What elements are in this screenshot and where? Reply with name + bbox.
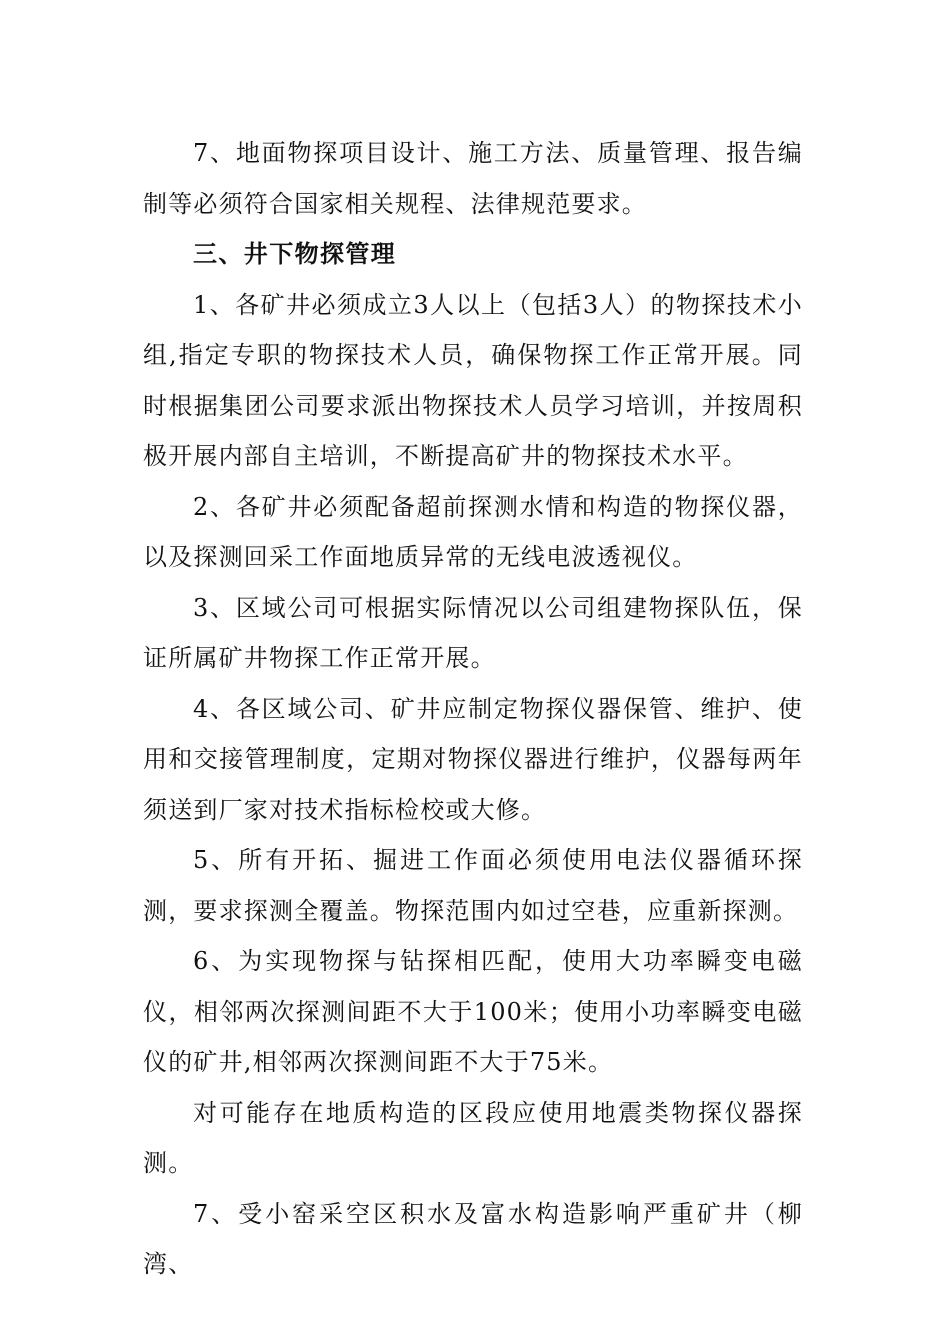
paragraph-item-1-technical-team: 1、各矿井必须成立3人以上（包括3人）的物探技术小组,指定专职的物探技术人员，确保物探工作正常开展。同时根据集团公司要求派出物探技术人员学习培训，并按周积极开展内部自主培训，不断提高矿井的物探技术水平。	[143, 290, 803, 470]
paragraph-surface-geophysics-requirements: 7、地面物探项目设计、施工方法、质量管理、报告编制等必须符合国家相关规程、法律规范要求。	[143, 139, 803, 218]
document-body	[143, 128, 803, 1290]
paragraph-item-3-regional-team: 3、区域公司可根据实际情况以公司组建物探队伍，保证所属矿井物探工作正常开展。	[143, 593, 803, 672]
paragraph-item-7-water-affected-mines: 7、受小窑采空区积水及富水构造影响严重矿井（柳湾、	[143, 1199, 803, 1278]
paragraph-seismic-detection: 对可能存在地质构造的区段应使用地震类物探仪器探测。	[143, 1098, 803, 1177]
paragraph-item-2-instruments: 2、各矿井必须配备超前探测水情和构造的物探仪器，以及探测回采工作面地质异常的无线电波透视仪。	[143, 492, 803, 571]
section-heading-underground-geophysics: 三、井下物探管理	[193, 240, 397, 268]
paragraph-item-5-electrical-detection: 5、所有开拓、掘进工作面必须使用电法仪器循环探测，要求探测全覆盖。物探范围内如过空巷，应重新探测。	[143, 846, 803, 925]
paragraph-item-4-instrument-management: 4、各区域公司、矿井应制定物探仪器保管、维护、使用和交接管理制度，定期对物探仪器进行维护，仪器每两年须送到厂家对技术指标检校或大修。	[143, 694, 803, 824]
paragraph-item-6-detection-spacing: 6、为实现物探与钻探相匹配，使用大功率瞬变电磁仪，相邻两次探测间距不大于100米；使用小功率瞬变电磁仪的矿井,相邻两次探测间距不大于75米。	[143, 947, 803, 1076]
